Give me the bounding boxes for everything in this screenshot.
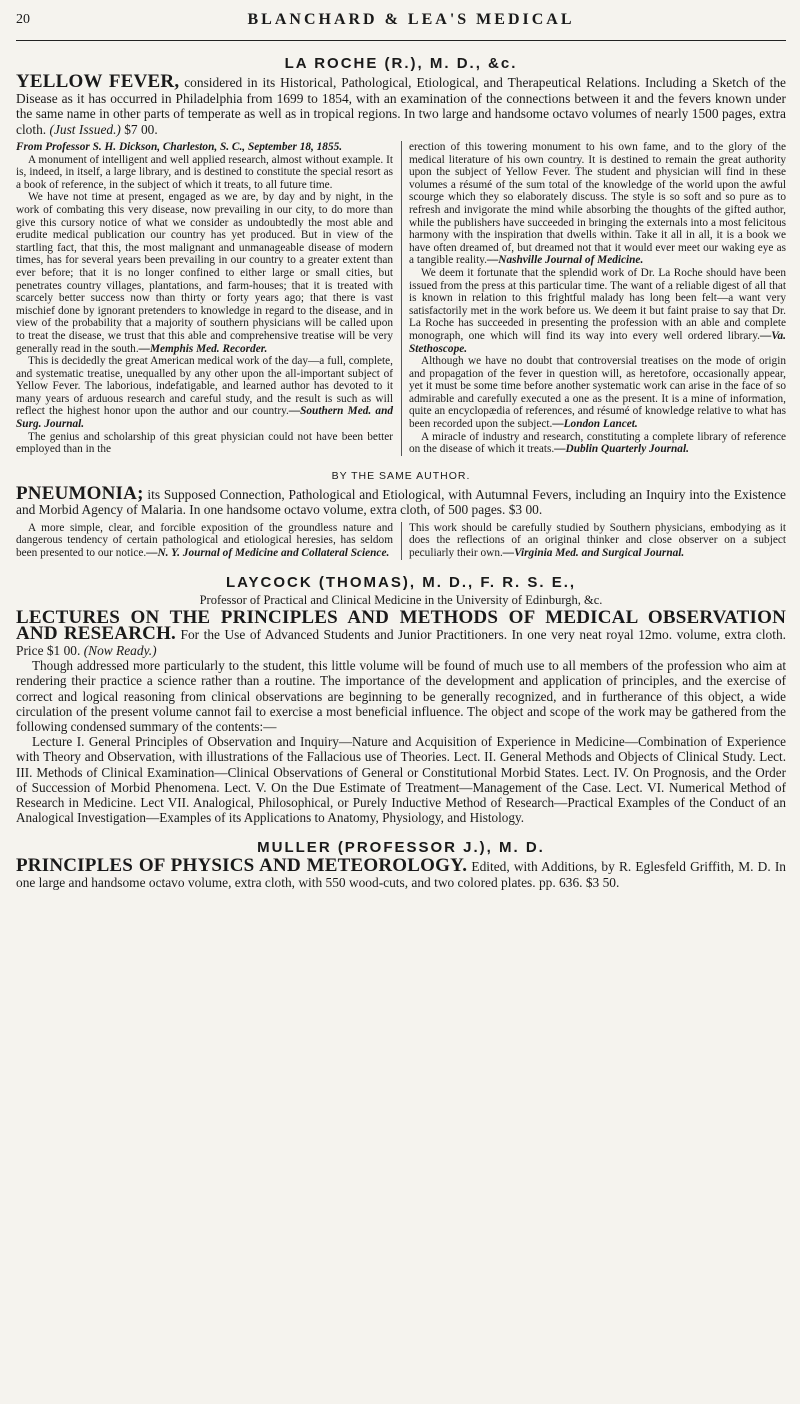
author-heading: MULLER (PROFESSOR J.), M. D. [257,839,545,857]
reviews-columns [16,522,786,560]
contents-summary: Lecture I. General Principles of Observation and Inquiry—Nature and Acquisition of Experience in Medicine—Combination of Experience with Theory and Observation, with illustrations of the Fallacious use of Theories. Lect. II. General Methods and Objects of Clinical Study. Lect. III. Methods of Clinical Examination—Clinical Observations of General or Constitutional Morbid States. Lect. IV. On Prognosis, and the Order of Succession of Morbid Phenomena. Lect. V. On the Due Estimate of Treatment—Management of the Case. Lect. VI. Numerical Method of Research in Medicine. Lect VII. Analogical, Philosophical, or Purely Inductive Method of Research—Practical Examples of the Conduct of an Analogical Investigation—Examples of its Applications to Anatomy, Physiology, and Histology. [16,734,786,826]
review-source: —Southern Med. and Surg. Journal. [16,405,394,431]
review-source: —Va. Stethoscope. [409,329,786,355]
author-role: Professor of Practical and Clinical Medicine in the University of Edinburgh, &c. [199,592,603,607]
review-source: —N. Y. Journal of Medicine and Collateral Science. [146,547,390,560]
review-source: —Virginia Med. and Surgical Journal. [502,547,685,560]
review-attribution: From Professor S. H. Dickson, Charleston, S. C., September 18, 1855. [16,141,343,153]
review-text: A more simple, clear, and forcible exposition of the groundless nature and dangerous tendency of certain pathological and etiological heresies, has seldom been presented to our notice.—N. Y. Journal of Medicine and Collateral Science. [16,521,393,560]
review-source: —Dublin Quarterly Journal. [554,443,689,456]
review-text: We have not time at present, engaged as we are, by day and by night, in the work of combating this very disease, now prevailing in our city, to do more than give this cursory notice of what we consider as undoubtedly the most able and erudite medical publication our country has yet produced. But in view of the startling fact, that this, the most malignant and unmanageable disease of modern times, has for several years been prevailing in our country to a greater extent than ever before; that it is no longer confined to either large or small cities, but penetrates country villages, plantations, and farm-houses; that it is treated with scarcely better success now than thirty or forty years ago; that there is vast mischief done by ignorant pretenders to knowledge in regard to the disease, and in view of the probability that a majority of southern physicians will be called upon to treat the disease, we trust that this able and comprehensive treatise will be very generally read in the south.—Memphis Med. Recorder. [16,191,393,355]
book-price: $7 00. [120,121,158,137]
book-description [16,71,787,137]
book-description [16,855,786,890]
reviews-right-column [401,522,786,560]
author-heading: LA ROCHE (R.), M. D., &c. [284,55,518,72]
ready-note: (Now Ready.) [83,642,157,658]
review-source: —London Lancet. [552,418,638,431]
review-source: —Nashville Journal of Medicine. [487,254,644,267]
book-description [16,606,786,659]
book-details: Edited, with Additions, by R. Eglesfeld Griffith, M. D. In one large and handsome octavo volume, extra cloth, with 550 wood-cuts, and two colored plates. pp. 636. $3 50. [16,859,786,890]
book-title: LECTURES ON THE PRINCIPLES AND METHODS OF MEDICAL OBSERVATION AND RESEARCH. [16,606,786,645]
book-summary: Though addressed more particularly to the student, this little volume will be found of much use to all members of the profession who aim at rendering their practice a science rather than a routine. The importance of the development and application of principles, and the exercise of correct and logical reasoning from clinical observations are beginning to be generally recognized, and in furtherance of this object, a wide circulation of the present volume cannot fail to exercise a most beneficial influence. The object and scope of the work may be gathered from the following condensed summary of the contents:— [16,658,786,734]
review-text: This is decidedly the great American medical work of the day—a full, complete, and systematic treatise, unequalled by any other upon the all-important subject of Yellow Fever. The laborious, indefatigable, and learned author has devoted to it many years of arduous research and careful study, and the result is such as will reflect the highest honor upon the author and our country.—Southern Med. and Surg. Journal. [16,355,394,431]
book-details: considered in its Historical, Pathological, Etiological, and Therapeutical Relations. Including a Sketch of the Disease as it has occurred in Philadelphia from 1699 to 1854, with an examination of the connections between it and the fevers known under the same name in other parts of temperate as well as in tropical regions. In two large and handsome octavo volumes of nearly 1500 pages, extra cloth. [16,75,787,137]
author-heading: LAYCOCK (THOMAS), M. D., F. R. S. E., [225,573,577,591]
issued-note: (Just Issued.) [49,121,121,137]
entry-muller-physics [16,839,786,890]
review-text: Although we have no doubt that controversial treatises on the mode of origin and propagation of the fever in question will, as heretofore, occasionally appear, yet it must be some time before another systematic work can arise in the face of so admirable and carefully executed a one as the present. It is a mine of information, quite an encyclopædia of references, and résumé of knowledge relative to what has been recorded upon the subject.—London Lancet. [409,355,786,431]
journal-title: BLANCHARD & LEA'S MEDICAL [247,11,575,28]
book-description [16,482,786,518]
entry-yellow-fever [16,55,786,456]
entry-laycock-lectures [16,574,786,826]
book-details: For the Use of Advanced Students and Junior Practitioners. In one very neat royal 12mo. volume, extra cloth. Price $1 00. [16,627,786,658]
review-text: A miracle of industry and research, constituting a complete library of reference on the disease of which it treats.—Dublin Quarterly Journal. [409,430,786,456]
review-text: This work should be carefully studied by Southern physicians, embodying as it does the reflections of an original thinker and close observer on a subject peculiarly their own.—Virginia Med. and Surgical Journal. [409,521,786,560]
reviews-left-column [16,522,393,560]
book-title: YELLOW FEVER, [16,71,180,92]
review-text: The genius and scholarship of this great physician could not have been better employed than in the [16,430,393,456]
book-title: PNEUMONIA; [16,482,144,504]
book-title: PRINCIPLES OF PHYSICS AND METEOROLOGY. [16,855,468,877]
reviews-right-column [401,141,786,456]
book-details: its Supposed Connection, Pathological and Etiological, with Autumnal Fevers, including an Inquiry into the Existence and Morbid Agency of Malaria. In one handsome octavo volume, extra cloth, of 500 pages. $3 00. [16,486,786,518]
entry-pneumonia [16,470,786,560]
by-same-author-label: BY THE SAME AUTHOR. [331,469,471,482]
page-number: 20 [16,12,30,27]
reviews-columns [16,141,786,456]
review-text: A monument of intelligent and well applied research, almost without example. It is, indeed, in itself, a large library, and is destined to constitute the special resort as a book of reference, in the subject of which it treats, to all future time. [16,153,393,191]
reviews-left-column [16,141,393,456]
review-text: erection of this towering monument to his own fame, and to the glory of the medical literature of his own country. It is destined to remain the great authority upon the subject of Yellow Fever. The student and physician will find in these volumes a résumé of the sum total of the knowledge of the world upon the awful scourge which they so elaborately discuss. The style is so soft and so pure as to refresh and invigorate the mind while absorbing the thoughts of the gifted author, while the publishers have succeeded in bringing the externals into a most felicitous harmony with the inspiration that dwells within. Take it all in all, it is a book we have often dreamed of, but dreamed not that it would ever meet our waking eye as a tangible reality.—Nashville Journal of Medicine. [409,141,786,267]
running-head [16,0,786,41]
review-source: —Memphis Med. Recorder. [138,342,268,355]
review-text: We deem it fortunate that the splendid work of Dr. La Roche should have been issued from the press at this particular time. The want of a reliable digest of all that is known in relation to this frightful malady has long been felt—a want very satisfactorily met in the work before us. We deem it but faint praise to say that Dr. La Roche has succeeded in presenting the profession with an able and complete monograph, one which will find its way into every well ordered library.—Va. Stethoscope. [409,266,786,355]
